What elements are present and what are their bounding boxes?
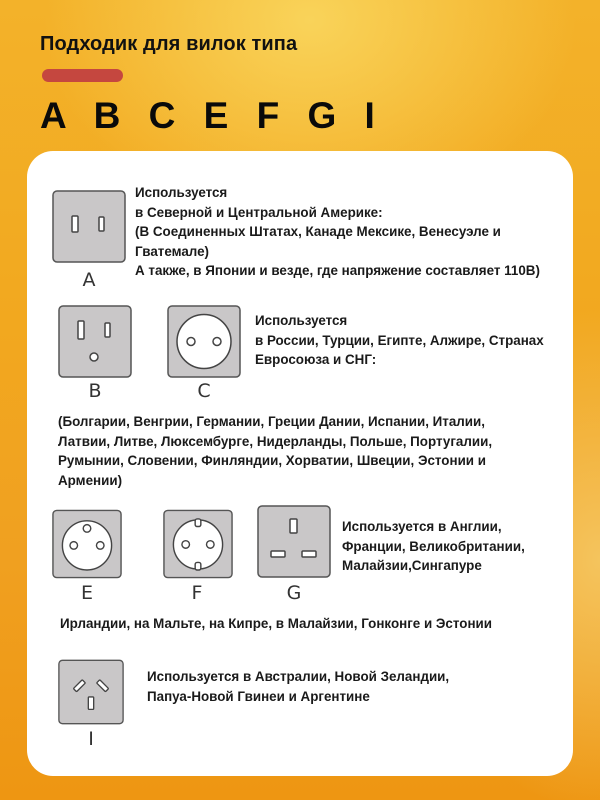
socket-label-c: C bbox=[197, 380, 211, 402]
section-bc-description bbox=[255, 311, 544, 370]
socket-label-b: B bbox=[88, 380, 102, 402]
text-line: Армении) bbox=[58, 472, 123, 488]
text-line: Евросоюза и СНГ: bbox=[255, 352, 377, 367]
accent-bar bbox=[42, 69, 123, 82]
socket-type-c-icon bbox=[167, 305, 241, 378]
text-line: Гватемале) bbox=[135, 243, 210, 259]
socket-type-g-icon bbox=[257, 505, 331, 578]
text-line: Используется в Австралии, Новой Зеландии, bbox=[147, 669, 450, 684]
text-line: Румынии, Словении, Финляндии, Хорватии, Швеции, Эстонии и bbox=[58, 453, 486, 468]
text-line: Используется bbox=[135, 185, 228, 200]
socket-type-f-icon bbox=[163, 509, 233, 579]
text-line: (В Соединенных Штатах, Канаде Мексике, Венесуэле и bbox=[135, 224, 501, 239]
socket-type-a-icon bbox=[52, 190, 126, 263]
socket-type-e-icon bbox=[52, 509, 122, 579]
plug-types-heading: A B C E F G I bbox=[40, 95, 384, 136]
socket-label-a: A bbox=[82, 269, 96, 291]
socket-type-i-icon bbox=[58, 659, 124, 725]
socket-label-e: E bbox=[80, 582, 93, 604]
socket-label-i: I bbox=[88, 728, 94, 750]
text-line: (Болгарии, Венгрии, Германии, Греции Дании, Испании, Италии, bbox=[58, 414, 485, 429]
section-efg-description bbox=[342, 517, 525, 576]
text-line: Папуа-Новой Гвинеи и Аргентине bbox=[147, 688, 370, 704]
page-title: Подходик для вилок типа bbox=[40, 33, 298, 55]
text-line: А также, в Японии и везде, где напряжение составляет 110В) bbox=[135, 263, 540, 278]
text-line: Малайзии,Сингапуре bbox=[342, 558, 482, 573]
section-a-description bbox=[135, 183, 540, 281]
text-line: в Северной и Центральной Америке: bbox=[135, 204, 383, 220]
text-line: Франции, Великобритании, bbox=[342, 538, 525, 554]
socket-type-b-icon bbox=[58, 305, 132, 378]
section-i-description bbox=[147, 667, 449, 706]
text-line: в России, Турции, Египте, Алжире, Странах bbox=[255, 332, 544, 348]
section-bc-countries bbox=[58, 412, 492, 490]
text-line: Латвии, Литве, Люксембурге, Нидерланды, Польше, Португалии, bbox=[58, 433, 493, 449]
text-line: Используется в Англии, bbox=[342, 519, 502, 534]
text-line: Ирландии, на Мальте, на Кипре, в Малайзии, Гонконге и Эстонии bbox=[60, 616, 492, 631]
socket-label-f: F bbox=[191, 582, 203, 604]
section-efg-countries bbox=[60, 614, 492, 634]
text-line: Используется bbox=[255, 313, 348, 328]
socket-label-g: G bbox=[286, 582, 302, 604]
